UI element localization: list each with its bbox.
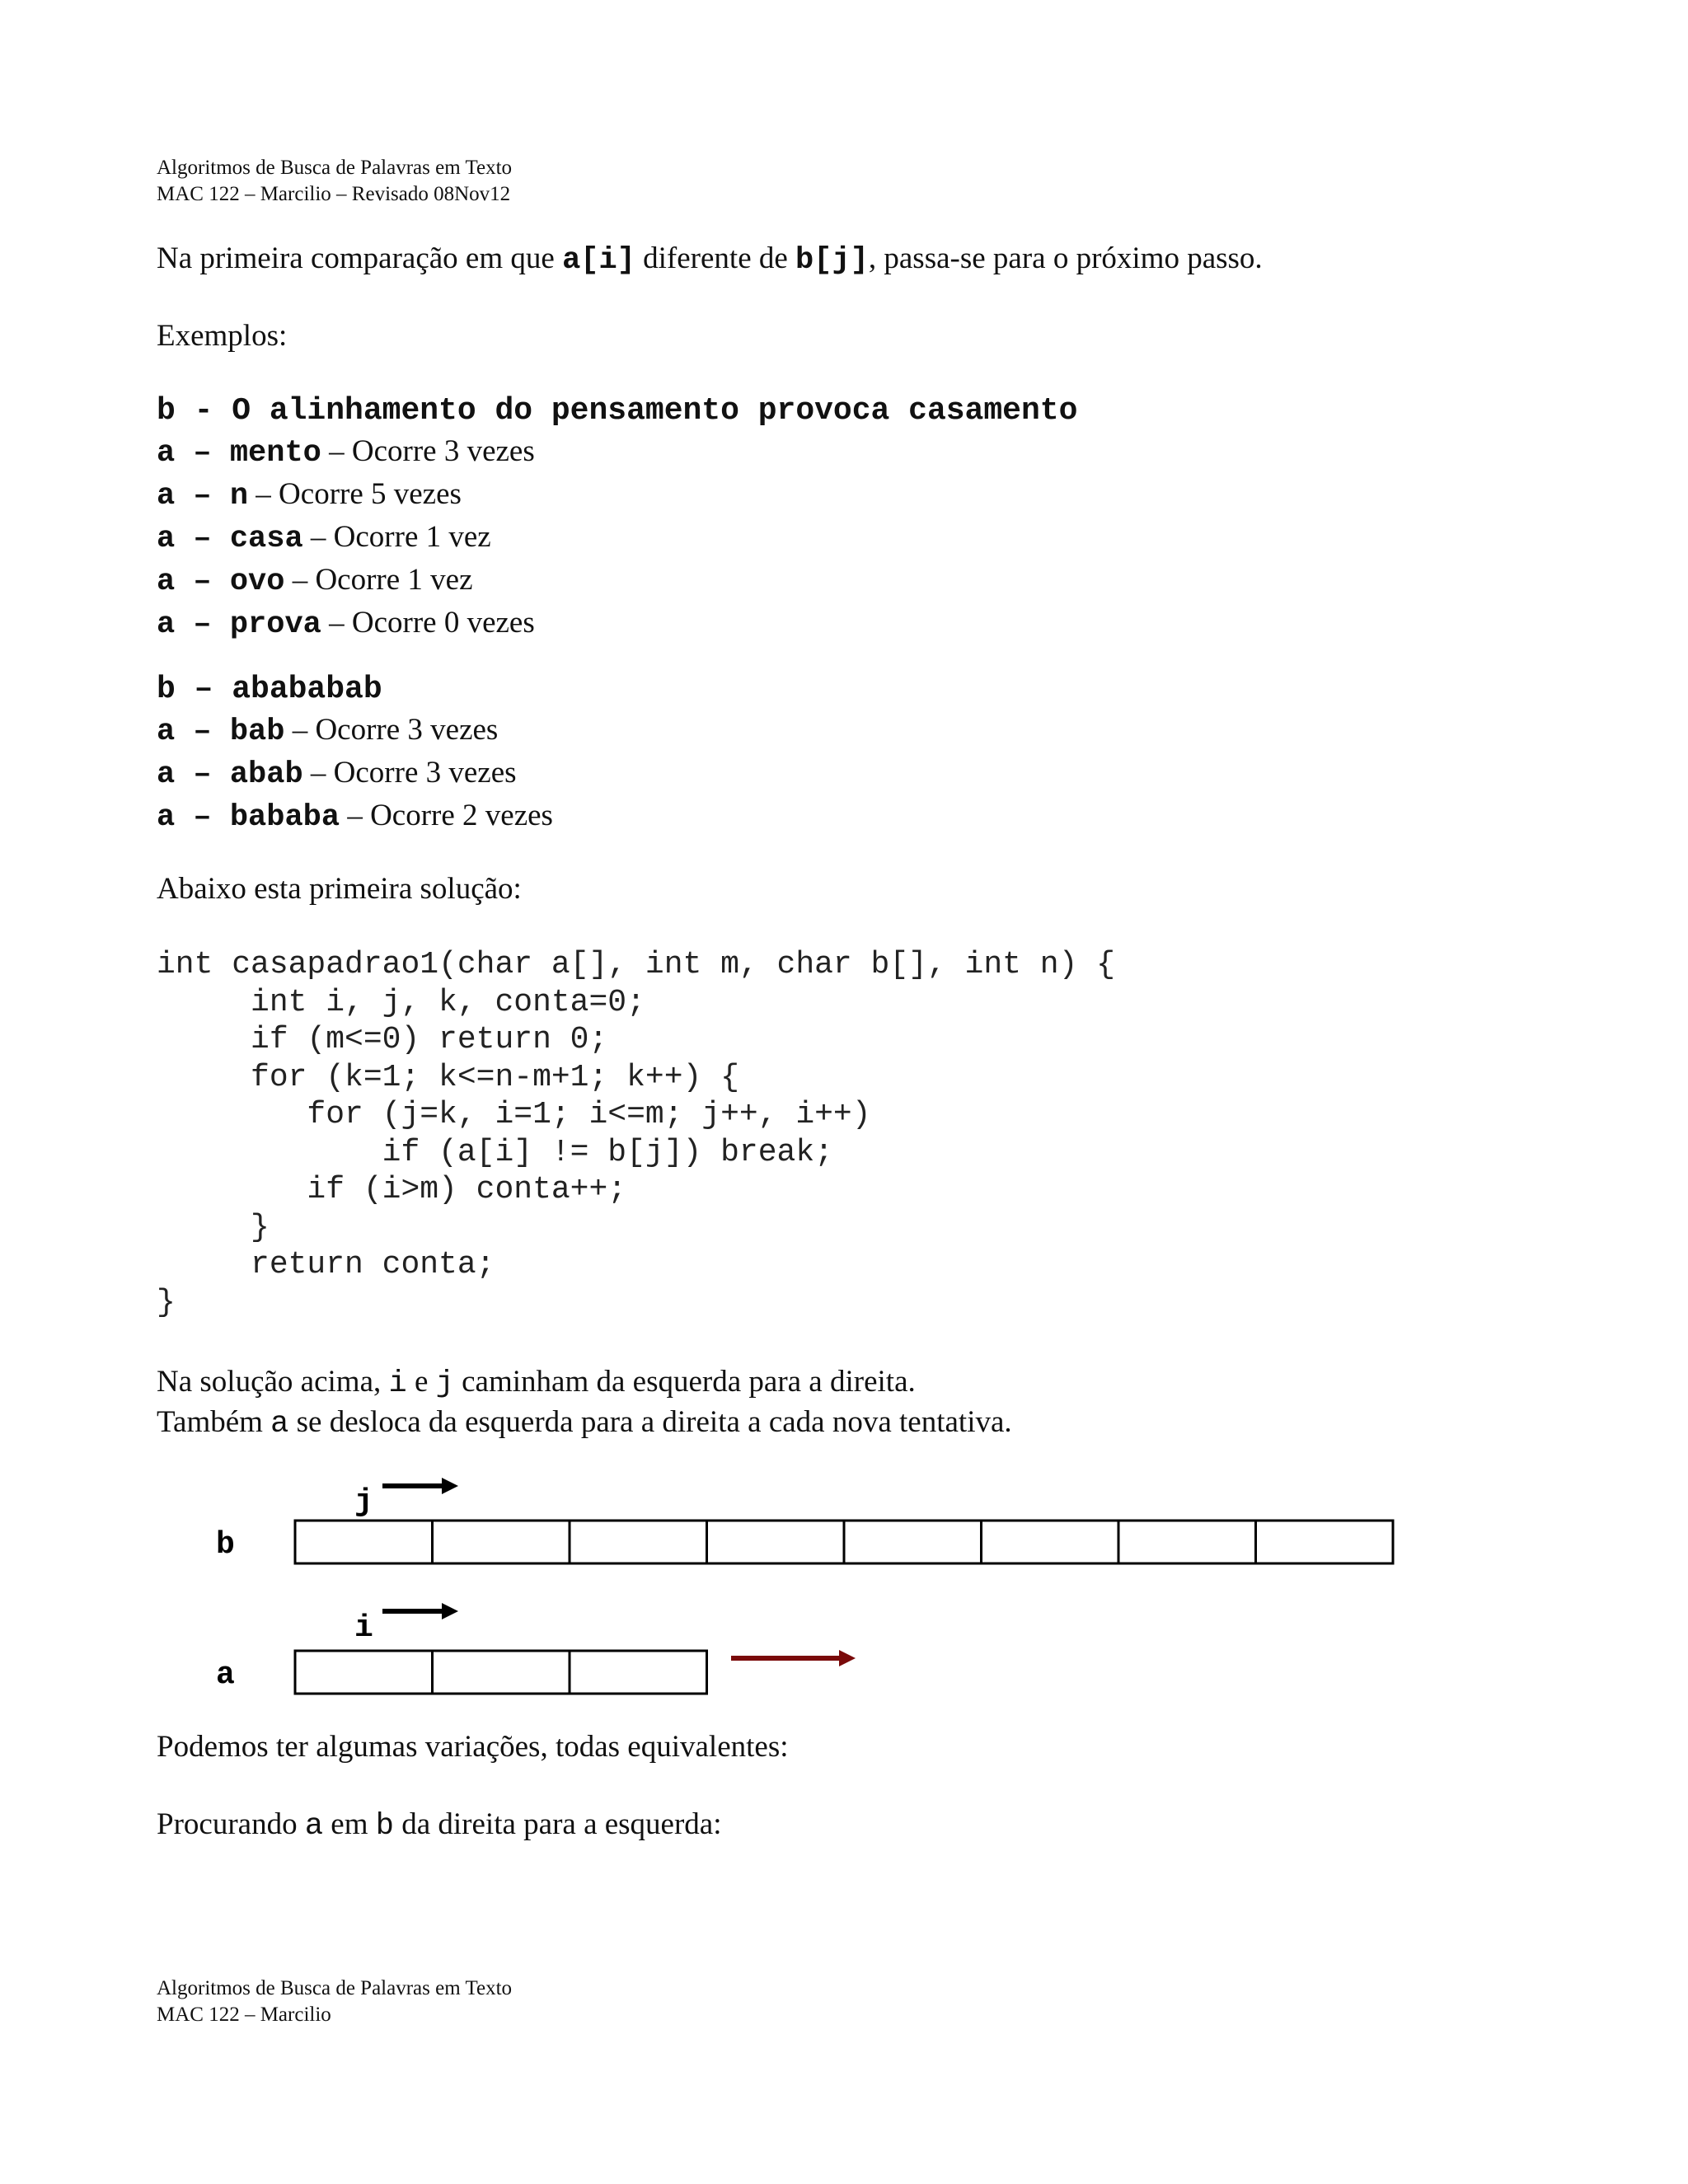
array-cell [295, 1521, 433, 1563]
array-cell [844, 1521, 982, 1563]
array-cell [570, 1521, 707, 1563]
code-b-j: b[j] [795, 243, 869, 278]
example-row: a – mento – Ocorre 3 vezes [157, 434, 535, 471]
page-footer [157, 1975, 512, 2028]
code-line: int casapadrao1(char a[], int m, char b[], int n) { [157, 947, 1115, 982]
example-group-1 [157, 391, 1077, 645]
header-subtitle: MAC 122 – Marcilio – Revisado 08Nov12 [157, 183, 511, 205]
j-arrow-icon [442, 1478, 458, 1494]
code-line: for (k=1; k<=n-m+1; k++) { [157, 1059, 739, 1095]
array-cell [1256, 1521, 1394, 1563]
example-row: a – abab – Ocorre 3 vezes [157, 756, 517, 792]
footer-subtitle: MAC 122 – Marcilio [157, 2004, 331, 2026]
solution-heading: Abaixo esta primeira solução: [157, 872, 522, 906]
page-header [157, 155, 512, 208]
array-diagram [0, 1467, 1688, 1714]
intro-paragraph: Na primeira comparação em que a[i] diferente de b[j], passa-se para o próximo passo. [157, 241, 1263, 278]
code-line: return conta; [157, 1247, 495, 1282]
b-array [295, 1521, 1393, 1563]
array-cell [1118, 1521, 1256, 1563]
array-cell [570, 1651, 707, 1694]
explanation-line-1: Na solução acima, i e j caminham da esquerda para a direita. [157, 1365, 916, 1401]
a-label: a [216, 1657, 235, 1693]
b-label: b [216, 1527, 235, 1563]
array-cell [982, 1521, 1119, 1563]
example-row: a – bab – Ocorre 3 vezes [157, 713, 499, 749]
code-line: if (m<=0) return 0; [157, 1022, 608, 1057]
example-row: a – ovo – Ocorre 1 vez [157, 563, 473, 599]
array-cell [707, 1521, 845, 1563]
i-arrow-icon [442, 1603, 458, 1619]
code-line: if (a[i] != b[j]) break; [157, 1134, 833, 1170]
example-row: a – n – Ocorre 5 vezes [157, 477, 462, 513]
example-row: a – bababa – Ocorre 2 vezes [157, 799, 553, 835]
header-title: Algoritmos de Busca de Palavras em Texto [157, 157, 513, 179]
search-rtl-text: Procurando a em b da direita para a esquerda: [157, 1807, 722, 1844]
code-a-i: a[i] [562, 243, 635, 278]
j-label: j [354, 1484, 373, 1520]
examples-heading: Exemplos: [157, 319, 288, 353]
example-row: a – casa – Ocorre 1 vez [157, 520, 491, 556]
footer-title: Algoritmos de Busca de Palavras em Texto [157, 1977, 513, 1999]
code-line: if (i>m) conta++; [157, 1172, 627, 1207]
code-line: } [157, 1284, 176, 1320]
code-block [157, 946, 1115, 1321]
explanation-line-2: Também a se desloca da esquerda para a direita a cada nova tentativa. [157, 1405, 1012, 1441]
code-line: } [157, 1209, 270, 1245]
example-group-2 [157, 669, 553, 838]
code-line: int i, j, k, conta=0; [157, 984, 645, 1020]
array-cell [295, 1651, 433, 1694]
variations-text: Podemos ter algumas variações, todas equivalentes: [157, 1730, 789, 1764]
shift-arrow-icon [839, 1650, 856, 1666]
i-label: i [354, 1610, 373, 1646]
array-cell [433, 1651, 570, 1694]
code-line: for (j=k, i=1; i<=m; j++, i++) [157, 1097, 871, 1132]
a-array [295, 1651, 707, 1694]
example-b-line: b - O alinhamento do pensamento provoca casamento [157, 393, 1078, 429]
example-row: a – prova – Ocorre 0 vezes [157, 606, 535, 642]
example-b-line: b – abababab [157, 672, 382, 707]
array-cell [433, 1521, 570, 1563]
